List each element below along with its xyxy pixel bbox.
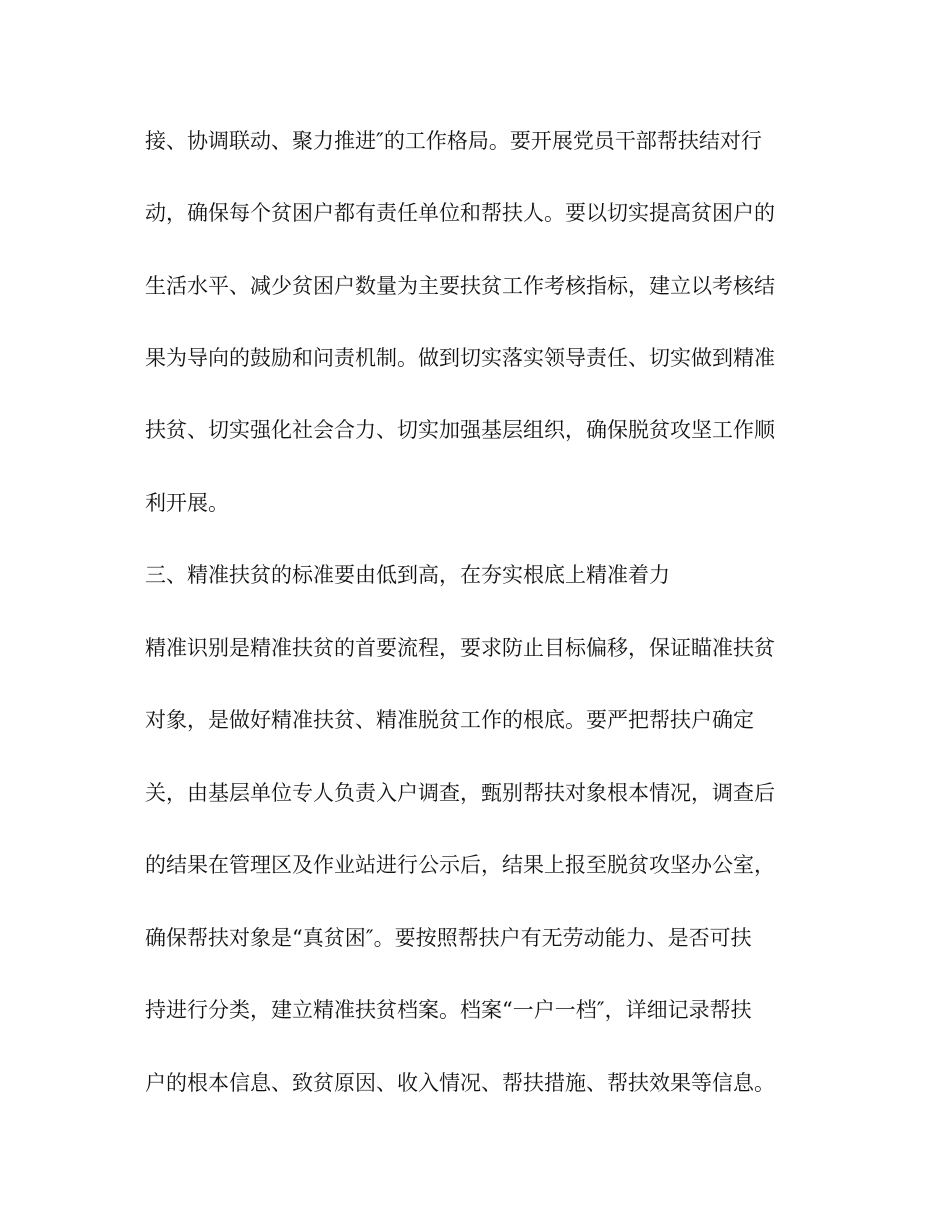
paragraph-line: 的结果在管理区及作业站进行公示后，结果上报至脱贫攻坚办公室，	[145, 853, 775, 877]
paragraph-line: 生活水平、减少贫困户数量为主要扶贫工作考核指标，建立以考核结	[145, 274, 775, 298]
paragraph-line: 动，确保每个贫困户都有责任单位和帮扶人。要以切实提高贫困户的	[145, 201, 775, 225]
paragraph-line: 确保帮扶对象是“真贫困″。要按照帮扶户有无劳动能力、是否可扶	[145, 926, 752, 950]
paragraph-line: 户的根本信息、致贫原因、收入情况、帮扶措施、帮扶效果等信息。	[145, 1071, 775, 1095]
section-heading: 三、精准扶贫的标准要由低到高，在夯实根底上精准着力	[145, 563, 670, 587]
paragraph-line: 精准识别是精准扶贫的首要流程，要求防止目标偏移，保证瞄准扶贫	[145, 636, 775, 660]
paragraph-line: 持进行分类，建立精准扶贫档案。档案“一户一档″，详细记录帮扶	[145, 998, 752, 1022]
paragraph-line: 利开展。	[145, 491, 229, 515]
paragraph-line: 扶贫、切实强化社会合力、切实加强基层组织，确保脱贫攻坚工作顺	[145, 418, 775, 442]
paragraph-line: 接、协调联动、聚力推进″的工作格局。要开展党员干部帮扶结对行	[145, 129, 762, 153]
paragraph-line: 果为导向的鼓励和问责机制。做到切实落实领导责任、切实做到精准	[145, 346, 775, 370]
paragraph-line: 对象，是做好精准扶贫、精准脱贫工作的根底。要严把帮扶户确定	[145, 708, 754, 732]
paragraph-line: 关，由基层单位专人负责入户调查，甄别帮扶对象根本情况，调查后	[145, 781, 775, 805]
